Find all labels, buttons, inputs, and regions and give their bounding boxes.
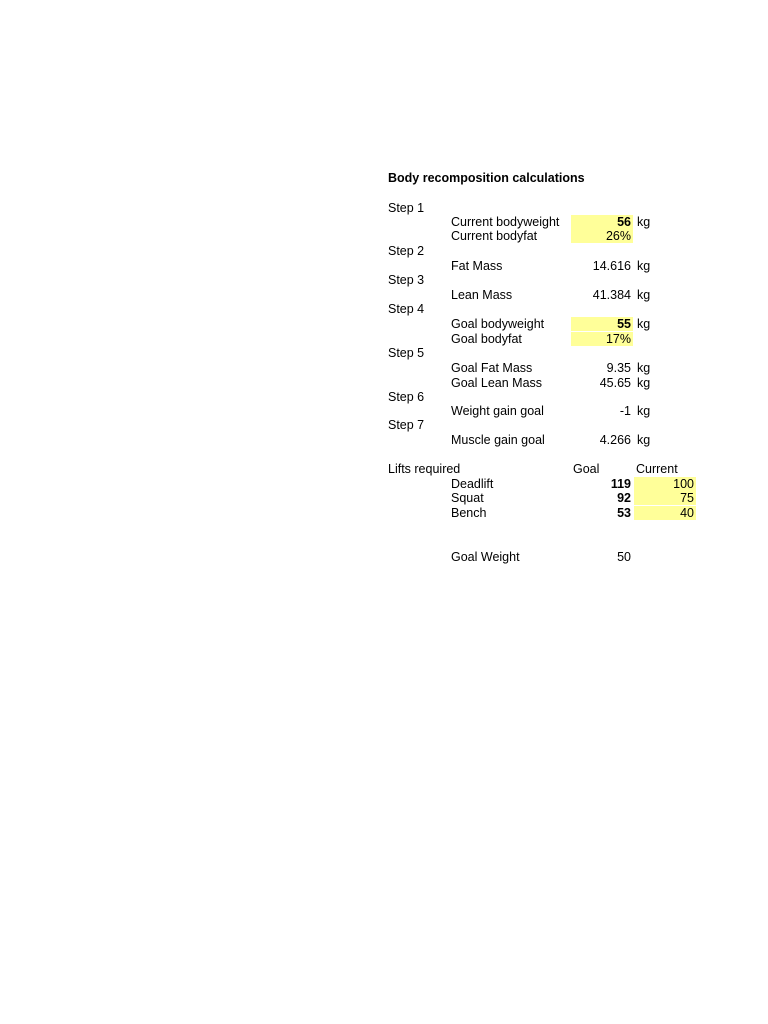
lifts-current-header: Current <box>636 462 678 476</box>
current-bodyweight-value[interactable]: 56 <box>571 215 633 229</box>
fat-mass-unit: kg <box>637 259 651 273</box>
muscle-gain-goal-value: 4.266 <box>599 433 631 447</box>
lean-mass-label: Lean Mass <box>451 288 513 302</box>
goal-lean-mass-label: Goal Lean Mass <box>451 376 543 390</box>
fat-mass-value: 14.616 <box>592 259 631 273</box>
lift-current-deadlift[interactable]: 100 <box>634 477 696 491</box>
goal-bodyfat-value[interactable]: 17% <box>571 332 633 346</box>
lift-name-deadlift: Deadlift <box>451 477 494 491</box>
lift-name-squat: Squat <box>451 491 484 505</box>
goal-bodyweight-unit: kg <box>637 317 651 331</box>
lift-name-bench: Bench <box>451 506 487 520</box>
lift-current-squat[interactable]: 75 <box>634 491 696 505</box>
lift-current-bench[interactable]: 40 <box>634 506 696 520</box>
goal-fat-mass-value: 9.35 <box>606 361 631 375</box>
weight-gain-goal-label: Weight gain goal <box>451 404 544 418</box>
current-bodyfat-value[interactable]: 26% <box>571 229 633 243</box>
step-1-label: Step 1 <box>388 201 425 215</box>
goal-lean-mass-value: 45.65 <box>599 376 631 390</box>
goal-weight-value: 50 <box>617 550 631 564</box>
sheet-title: Body recomposition calculations <box>388 171 585 185</box>
step-3-label: Step 3 <box>388 273 425 287</box>
goal-bodyweight-label: Goal bodyweight <box>451 317 545 331</box>
step-6-label: Step 6 <box>388 390 425 404</box>
step-4-label: Step 4 <box>388 302 425 316</box>
lean-mass-value: 41.384 <box>592 288 631 302</box>
current-bodyfat-label: Current bodyfat <box>451 229 538 243</box>
step-2-label: Step 2 <box>388 244 425 258</box>
weight-gain-goal-value: -1 <box>619 404 631 418</box>
step-5-label: Step 5 <box>388 346 425 360</box>
fat-mass-label: Fat Mass <box>451 259 503 273</box>
weight-gain-goal-unit: kg <box>637 404 651 418</box>
lean-mass-unit: kg <box>637 288 651 302</box>
lifts-required-label: Lifts required <box>388 462 461 476</box>
lift-goal-bench: 53 <box>617 506 631 520</box>
lifts-goal-header: Goal <box>573 462 600 476</box>
muscle-gain-goal-unit: kg <box>637 433 651 447</box>
current-bodyweight-unit: kg <box>637 215 651 229</box>
current-bodyweight-label: Current bodyweight <box>451 215 560 229</box>
goal-bodyfat-label: Goal bodyfat <box>451 332 522 346</box>
goal-fat-mass-unit: kg <box>637 361 651 375</box>
lift-goal-deadlift: 119 <box>610 477 631 491</box>
goal-lean-mass-unit: kg <box>637 376 651 390</box>
goal-weight-label: Goal Weight <box>451 550 520 564</box>
goal-bodyweight-value[interactable]: 55 <box>571 317 633 331</box>
lift-goal-squat: 92 <box>617 491 631 505</box>
goal-fat-mass-label: Goal Fat Mass <box>451 361 533 375</box>
step-7-label: Step 7 <box>388 418 425 432</box>
muscle-gain-goal-label: Muscle gain goal <box>451 433 545 447</box>
